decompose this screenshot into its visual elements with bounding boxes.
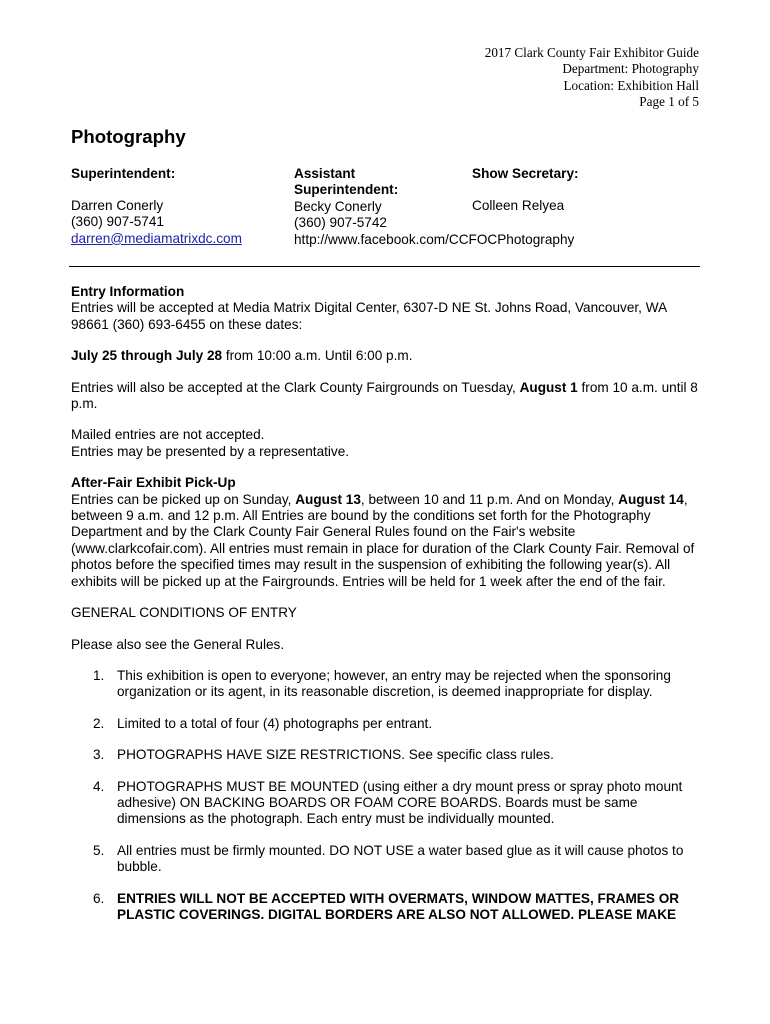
page-header bbox=[485, 45, 699, 111]
rule-number: 4. bbox=[93, 778, 105, 794]
entry-heading: Entry Information bbox=[71, 284, 185, 299]
rule-text: PHOTOGRAPHS HAVE SIZE RESTRICTIONS. See specific class rules. bbox=[117, 747, 554, 763]
entry-intro: Entries will be accepted at Media Matrix Digital Center, 6307-D NE St. Johns Road, Vancouver, WA 98661 (360) 693-6455 on these dates: bbox=[71, 300, 667, 332]
fairgrounds-entry bbox=[71, 380, 703, 413]
representative-note: Entries may be presented by a representative. bbox=[71, 443, 350, 459]
pickup-date2: August 14 bbox=[618, 491, 684, 507]
header-location: Location: Exhibition Hall bbox=[563, 77, 699, 93]
entry-dates bbox=[71, 348, 703, 364]
entry-dates-bold: July 25 through July 28 bbox=[71, 348, 223, 364]
superintendent-phone: (360) 907-5741 bbox=[71, 214, 164, 230]
pickup-t3: , between 9 a.m. and 12 p.m. All Entries are bound by the conditions set forth for the Photography Department and by the Clark County Fair General Rules found on the Fair's website (www.clarkcofair.com). All entries must remain in place for duration of the Clark County Fair. Removal of photos before the specified times may result in the suspension of exhibiting the following year(s). All exhibits will be picked up at the Fairgrounds. Entries will be held for 1 week after the end of the fair. bbox=[71, 491, 695, 589]
rule-item bbox=[71, 843, 703, 876]
fair-post: from 10 a.m. until 8 p.m. bbox=[71, 379, 698, 412]
superintendent-block bbox=[71, 166, 242, 247]
pickup-date1: August 13 bbox=[295, 491, 361, 507]
secretary-name: Colleen Relyea bbox=[472, 198, 565, 213]
assistant-label-line2: Superintendent: bbox=[294, 182, 399, 198]
rules-list bbox=[71, 668, 703, 923]
rule-number: 3. bbox=[93, 747, 105, 763]
rule-text: Limited to a total of four (4) photographs per entrant. bbox=[117, 715, 433, 731]
rule-item bbox=[71, 779, 703, 828]
rule-number: 2. bbox=[93, 715, 105, 731]
entry-dates-rest: from 10:00 a.m. Until 6:00 p.m. bbox=[222, 348, 413, 364]
rule-number: 6. bbox=[93, 890, 105, 906]
pickup-t2: , between 10 and 11 p.m. And on Monday, bbox=[360, 491, 619, 507]
assistant-name: Becky Conerly bbox=[294, 198, 382, 214]
general-conditions-heading: GENERAL CONDITIONS OF ENTRY bbox=[71, 605, 297, 621]
header-page-number: Page 1 of 5 bbox=[639, 94, 699, 110]
assistant-phone: (360) 907-5742 bbox=[294, 215, 387, 231]
rule-number: 1. bbox=[93, 667, 105, 683]
superintendent-email-link[interactable]: darren@mediamatrixdc.com bbox=[71, 230, 242, 246]
rule-number: 5. bbox=[93, 842, 105, 858]
rule-text: This exhibition is open to everyone; however, an entry may be rejected when the sponsoring organization or its agent, in its reasonable discretion, is deemed inappropriate for display. bbox=[117, 667, 671, 700]
assistant-label: Assistant bbox=[294, 166, 356, 181]
general-rules-note: Please also see the General Rules. bbox=[71, 636, 285, 652]
rule-item bbox=[71, 891, 703, 924]
rule-text: PHOTOGRAPHS MUST BE MOUNTED (using either a dry mount press or spray photo mount adhesive) ON BACKING BOARDS OR FOAM CORE BOARDS. Boards must be same dimensions as the photograph. Each entry must be individually mounted. bbox=[117, 778, 683, 827]
header-department: Department: Photography bbox=[562, 61, 699, 77]
document-body bbox=[71, 284, 703, 938]
rule-text: All entries must be firmly mounted. DO NOT USE a water based glue as it will cause photos to bubble. bbox=[117, 842, 684, 875]
rule-item bbox=[71, 747, 703, 763]
secretary-label: Show Secretary: bbox=[472, 166, 579, 181]
superintendent-name: Darren Conerly bbox=[71, 198, 164, 213]
pickup-text bbox=[71, 492, 703, 590]
rule-item bbox=[71, 668, 703, 701]
page-title: Photography bbox=[71, 126, 186, 147]
superintendent-label: Superintendent: bbox=[71, 166, 176, 181]
rule-text: ENTRIES WILL NOT BE ACCEPTED WITH OVERMATS, WINDOW MATTES, FRAMES OR PLASTIC COVERINGS. DIGITAL BORDERS ARE ALSO NOT ALLOWED. PLEASE MAKE bbox=[117, 890, 680, 922]
facebook-url: http://www.facebook.com/CCFOCPhotography bbox=[294, 231, 575, 247]
rule-item bbox=[71, 716, 703, 732]
pickup-t1: Entries can be picked up on Sunday, bbox=[71, 491, 296, 507]
fair-pre: Entries will also be accepted at the Clark County Fairgrounds on Tuesday, bbox=[71, 379, 520, 395]
header-guide-title: 2017 Clark County Fair Exhibitor Guide bbox=[484, 45, 699, 60]
section-divider bbox=[69, 266, 700, 267]
mailed-note: Mailed entries are not accepted. bbox=[71, 427, 265, 443]
fair-date-bold: August 1 bbox=[519, 379, 578, 395]
show-secretary-block bbox=[472, 166, 579, 214]
pickup-heading: After-Fair Exhibit Pick-Up bbox=[71, 475, 236, 491]
